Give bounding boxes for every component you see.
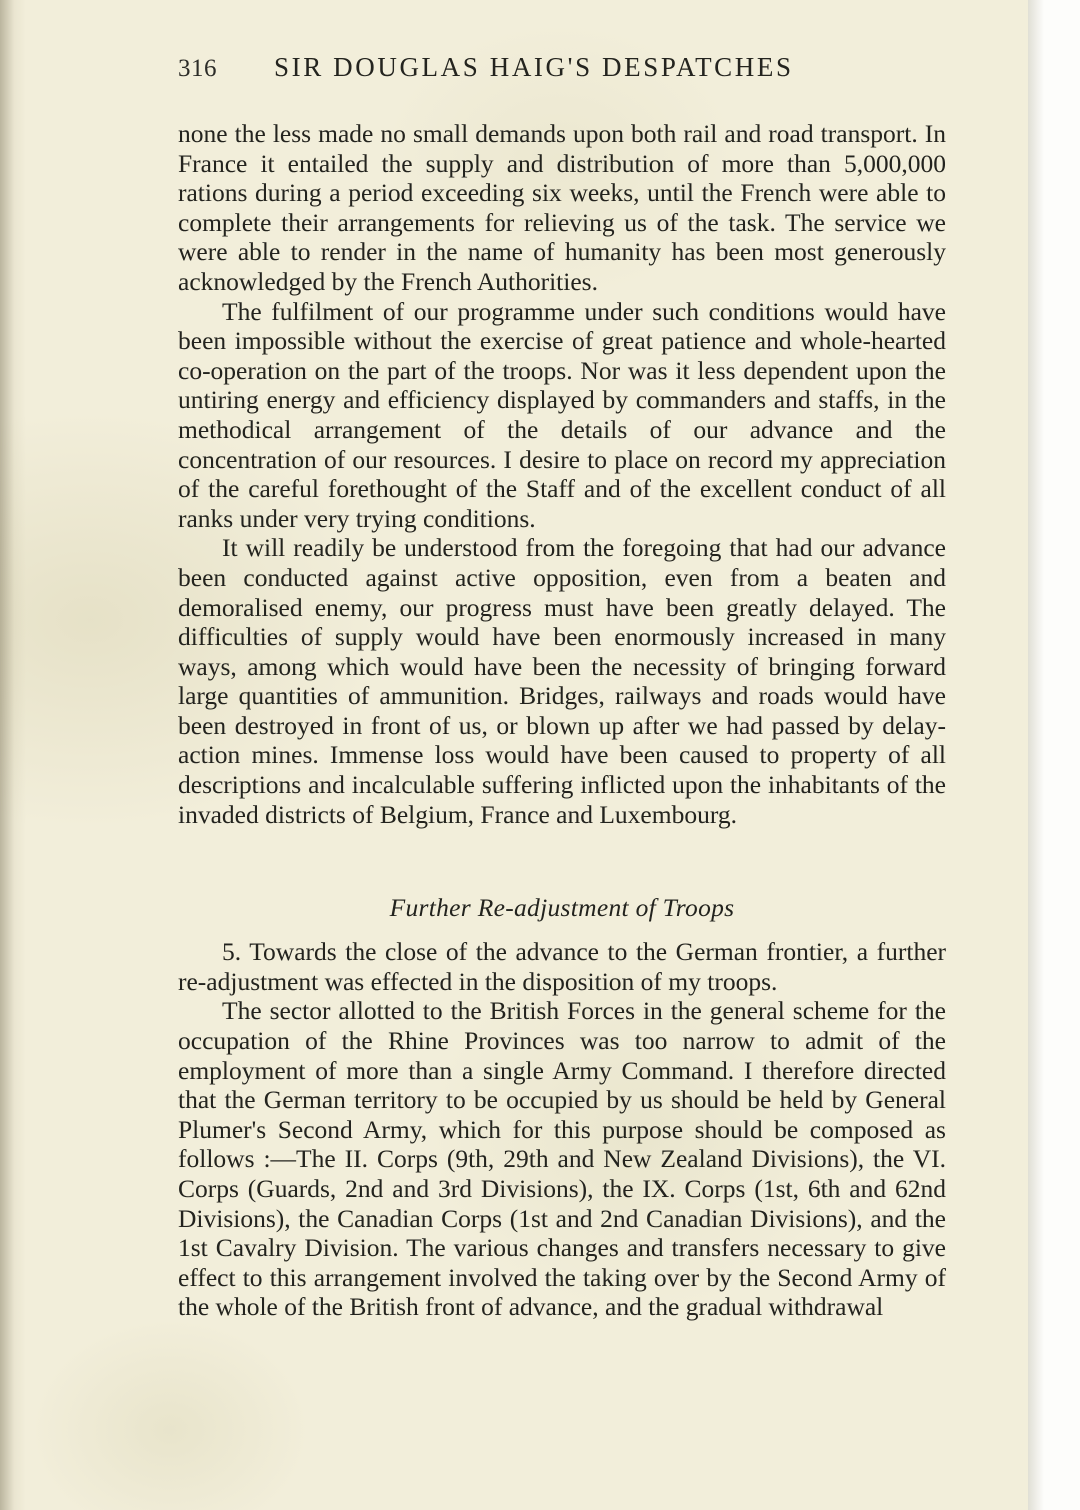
paragraph-continued: none the less made no small demands upon both rail and road transport. In France it entailed the supply and distribution of more than 5,000,000 rations during a period exceeding six weeks, until the French were able to complete their arrangements for relieving us of the task. The service we were able to render in the name of humanity has been most generously acknowledged by the French Authorities. — [178, 119, 946, 296]
page-content — [178, 52, 946, 1322]
section-spacer — [178, 829, 946, 859]
page-right-margin — [1028, 0, 1080, 1510]
paragraph: It will readily be understood from the foregoing that had our advance been conducted against active opposition, even from a beaten and demoralised enemy, our progress must have been greatly delayed. The difficulties of supply would have been enormously increased in many ways, among which would have been the necessity of bringing forward large quantities of ammunition. Bridges, railways and roads would have been destroyed in front of us, or blown up after we had passed by delay-action mines. Immense loss would have been caused to property of all descriptions and incalculable suffering inflicted upon the inhabitants of the invaded districts of Belgium, France and Luxembourg. — [178, 533, 946, 829]
page-header — [178, 52, 946, 83]
paragraph: The sector allotted to the British Forces in the general scheme for the occupation of the Rhine Provinces was too narrow to admit of the employment of more than a single Army Command. I therefore directed that the German territory to be occupied by us should be held by General Plumer's Second Army, which for this purpose should be composed as follows :—The II. Corps (9th, 29th and New Zealand Divisions), the VI. Corps (Guards, 2nd and 3rd Divisions), the IX. Corps (1st, 6th and 62nd Divisions), the Canadian Corps (1st and 2nd Canadian Divisions), and the 1st Cavalry Division. The various changes and transfers necessary to give effect to this arrangement involved the taking over by the Second Army of the whole of the British front of advance, and the gradual withdrawal — [178, 996, 946, 1322]
section-heading: Further Re-adjustment of Troops — [389, 893, 735, 923]
paragraph: The fulfilment of our programme under such conditions would have been impossible without the exercise of great patience and whole-hearted co-operation on the part of the troops. Nor was it less dependent upon the untiring energy and efficiency displayed by commanders and staffs, in the methodical arrangement of the details of our advance and the concentration of our resources. I desire to place on record my appreciation of the careful forethought of the Staff and of the excellent conduct of all ranks under very trying conditions. — [178, 296, 946, 533]
paragraph-numbered: 5. Towards the close of the advance to the German frontier, a further re-adjustment was effected in the disposition of my troops. — [178, 937, 946, 996]
page-number: 316 — [178, 55, 217, 82]
running-head: SIR DOUGLAS HAIG'S DESPATCHES — [274, 52, 794, 82]
